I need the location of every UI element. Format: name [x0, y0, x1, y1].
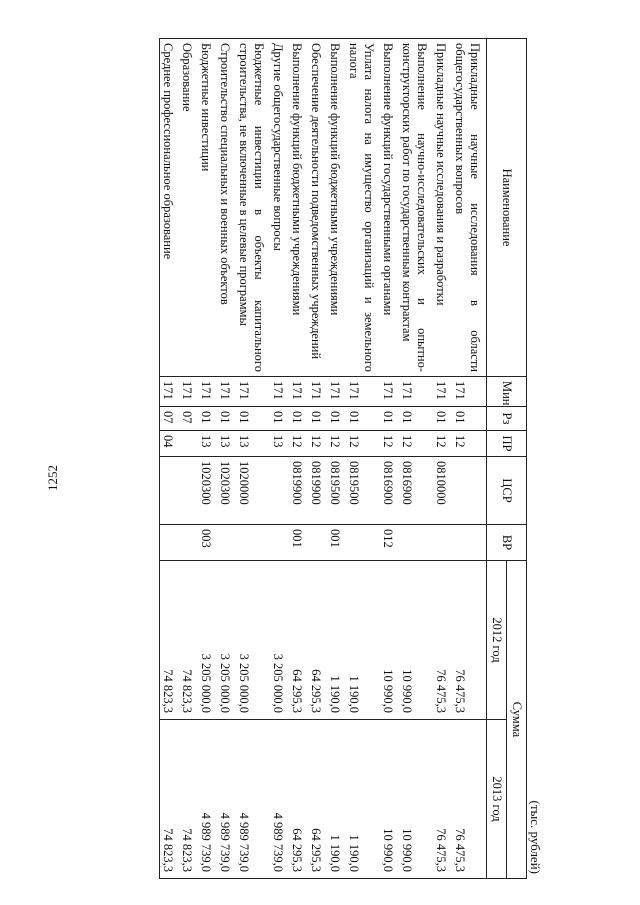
table-row	[217, 39, 236, 879]
row-sum-2012: 10 990,0	[380, 561, 399, 720]
row-rz: 01	[452, 407, 487, 431]
row-pr: 13	[217, 431, 236, 457]
row-sum-2012: 3 205 000,0	[236, 561, 270, 720]
row-min: 171	[327, 377, 346, 407]
row-pr: 12	[452, 431, 487, 457]
row-rz: 01	[346, 407, 380, 431]
row-vr: 001	[289, 525, 308, 561]
header-rz: Рз	[487, 407, 527, 431]
table-row	[327, 39, 346, 879]
row-rz: 01	[327, 407, 346, 431]
row-name: Бюджетные инвестиции в объекты капитального строительства, не включенные в целевые программы	[236, 39, 270, 377]
row-sum-2012: 64 295,3	[308, 561, 327, 720]
row-min: 171	[236, 377, 270, 407]
row-pr: 12	[399, 431, 433, 457]
table-row	[289, 39, 308, 879]
row-min: 171	[179, 377, 198, 407]
row-sum-2012: 74 823,3	[179, 561, 198, 720]
row-pr: 12	[433, 431, 452, 457]
row-rz: 01	[399, 407, 433, 431]
row-sum-2013: 4 989 739,0	[217, 720, 236, 879]
row-pr: 12	[327, 431, 346, 457]
row-sum-2013: 10 990,0	[399, 720, 433, 879]
row-rz: 01	[308, 407, 327, 431]
row-name: Уплата налога на имущество организаций и земельного налога	[346, 39, 380, 377]
row-min: 171	[217, 377, 236, 407]
row-pr: 12	[380, 431, 399, 457]
row-vr	[236, 525, 270, 561]
row-min: 171	[380, 377, 399, 407]
row-sum-2012: 1 190,0	[327, 561, 346, 720]
row-sum-2013: 76 475,3	[452, 720, 487, 879]
row-vr	[179, 525, 198, 561]
row-sum-2012: 1 190,0	[346, 561, 380, 720]
row-sum-2012: 10 990,0	[399, 561, 433, 720]
table-row	[399, 39, 433, 879]
row-name: Прикладные научные исследования в области общегосударственных вопросов	[452, 39, 487, 377]
row-vr: 003	[198, 525, 217, 561]
row-sum-2013: 4 989 739,0	[198, 720, 217, 879]
row-min: 171	[346, 377, 380, 407]
units-note: (тыс. рублей)	[528, 800, 543, 874]
row-csr: 0816900	[380, 457, 399, 525]
budget-table-sheet	[85, 38, 545, 878]
row-pr: 13	[270, 431, 289, 457]
table-row	[236, 39, 270, 879]
row-pr: 12	[308, 431, 327, 457]
table-header	[487, 39, 527, 879]
row-pr: 04	[160, 431, 180, 457]
header-pr: ПР	[487, 431, 527, 457]
row-sum-2013: 74 823,3	[160, 720, 180, 879]
row-pr: 13	[198, 431, 217, 457]
row-sum-2012: 64 295,3	[289, 561, 308, 720]
row-rz: 01	[433, 407, 452, 431]
row-sum-2013: 10 990,0	[380, 720, 399, 879]
row-min: 171	[198, 377, 217, 407]
row-rz: 01	[236, 407, 270, 431]
row-name: Выполнение функций бюджетными учреждениями	[289, 39, 308, 377]
table-row	[308, 39, 327, 879]
row-pr: 12	[346, 431, 380, 457]
row-vr: 001	[327, 525, 346, 561]
row-csr: 0810000	[433, 457, 452, 525]
row-csr: 0819900	[308, 457, 327, 525]
row-sum-2013: 4 989 739,0	[270, 720, 289, 879]
header-year-2013: 2013 год	[487, 720, 507, 879]
row-sum-2013: 4 989 739,0	[236, 720, 270, 879]
row-min: 171	[452, 377, 487, 407]
row-name: Образование	[179, 39, 198, 377]
row-vr	[160, 525, 180, 561]
row-sum-2012: 3 205 000,0	[217, 561, 236, 720]
row-name: Выполнение функций бюджетными учреждениями	[327, 39, 346, 377]
row-min: 171	[399, 377, 433, 407]
row-sum-2012: 74 823,3	[160, 561, 180, 720]
row-min: 171	[270, 377, 289, 407]
row-csr	[179, 457, 198, 525]
row-name: Выполнение функций государственными органами	[380, 39, 399, 377]
row-vr	[399, 525, 433, 561]
table-row	[433, 39, 452, 879]
row-min: 171	[308, 377, 327, 407]
table-row	[380, 39, 399, 879]
row-vr	[346, 525, 380, 561]
row-name: Другие общегосударственные вопросы	[270, 39, 289, 377]
row-sum-2013: 1 190,0	[346, 720, 380, 879]
header-name: Наименование	[487, 39, 527, 377]
row-name: Бюджетные инвестиции	[198, 39, 217, 377]
header-vr: ВР	[487, 525, 527, 561]
row-sum-2012: 76 475,3	[452, 561, 487, 720]
header-csr: ЦСР	[487, 457, 527, 525]
table-row	[160, 39, 180, 879]
table-row	[179, 39, 198, 879]
row-pr	[179, 431, 198, 457]
table-row	[452, 39, 487, 879]
row-sum-2012: 3 205 000,0	[270, 561, 289, 720]
row-name: Обеспечение деятельности подведомственных учреждений	[308, 39, 327, 377]
header-min: Мин	[487, 377, 527, 407]
row-sum-2013: 1 190,0	[327, 720, 346, 879]
row-vr	[308, 525, 327, 561]
table-row	[346, 39, 380, 879]
row-pr: 12	[289, 431, 308, 457]
row-rz: 01	[289, 407, 308, 431]
table-body	[160, 39, 487, 879]
row-name: Прикладные научные исследования и разработки	[433, 39, 452, 377]
row-sum-2012: 3 205 000,0	[198, 561, 217, 720]
row-rz: 01	[217, 407, 236, 431]
row-min: 171	[160, 377, 180, 407]
header-year-2012: 2012 год	[487, 561, 507, 720]
row-sum-2013: 74 823,3	[179, 720, 198, 879]
row-rz: 01	[380, 407, 399, 431]
budget-table	[159, 38, 527, 879]
row-vr: 012	[380, 525, 399, 561]
row-csr: 0819500	[346, 457, 380, 525]
row-rz: 01	[198, 407, 217, 431]
row-vr	[433, 525, 452, 561]
row-csr: 0819500	[327, 457, 346, 525]
row-min: 171	[289, 377, 308, 407]
row-csr: 0816900	[399, 457, 433, 525]
row-vr	[270, 525, 289, 561]
row-csr	[270, 457, 289, 525]
row-sum-2013: 64 295,3	[289, 720, 308, 879]
row-pr: 13	[236, 431, 270, 457]
row-rz: 07	[179, 407, 198, 431]
row-rz: 07	[160, 407, 180, 431]
row-sum-2013: 64 295,3	[308, 720, 327, 879]
row-sum-2013: 76 475,3	[433, 720, 452, 879]
header-sum: Сумма	[507, 561, 527, 879]
table-row	[198, 39, 217, 879]
row-csr	[160, 457, 180, 525]
table-row	[270, 39, 289, 879]
row-min: 171	[433, 377, 452, 407]
row-csr: 1020300	[217, 457, 236, 525]
page-number: 1252	[45, 465, 60, 491]
row-sum-2012: 76 475,3	[433, 561, 452, 720]
row-csr	[452, 457, 487, 525]
row-vr	[452, 525, 487, 561]
row-csr: 1020300	[198, 457, 217, 525]
row-name: Среднее профессиональное образование	[160, 39, 180, 377]
row-name: Строительство специальных и военных объектов	[217, 39, 236, 377]
row-rz: 01	[270, 407, 289, 431]
row-vr	[217, 525, 236, 561]
row-csr: 1020000	[236, 457, 270, 525]
row-name: Выполнение научно-исследовательских и опытно-конструкторских работ по государственным контрактам	[399, 39, 433, 377]
row-csr: 0819900	[289, 457, 308, 525]
